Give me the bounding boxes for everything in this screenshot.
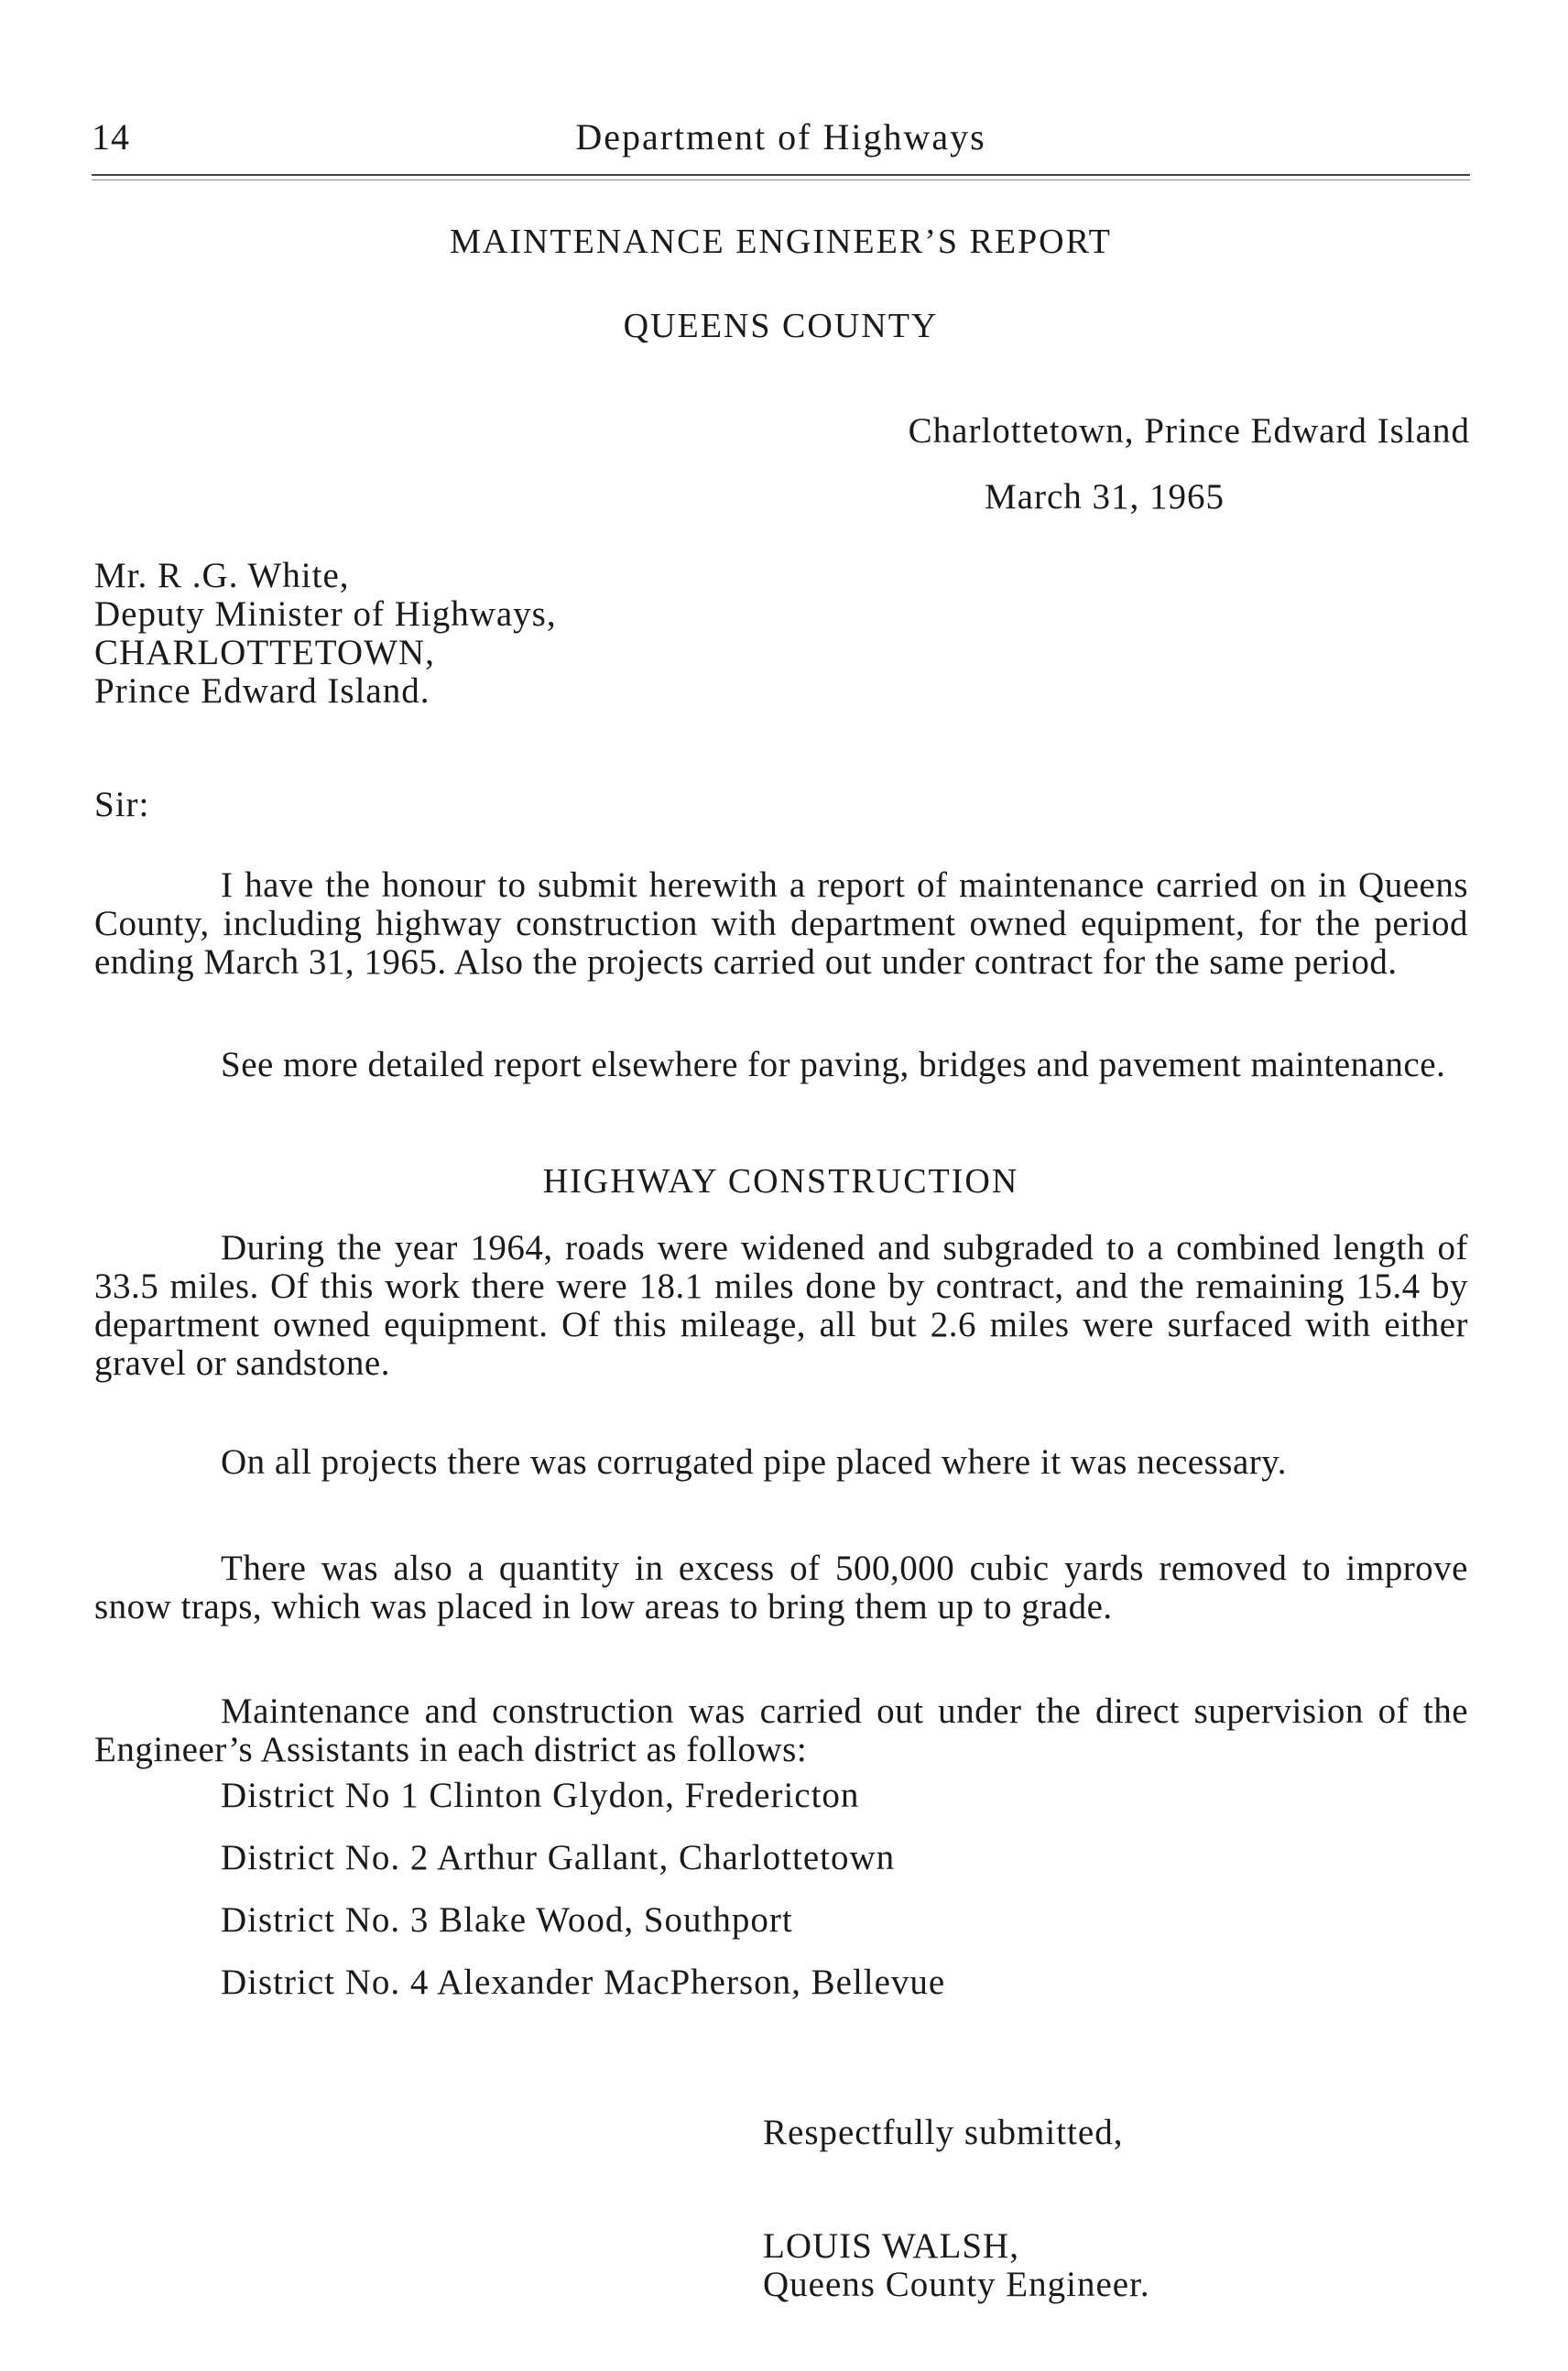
page-header (92, 115, 1470, 170)
signature-title: Queens County Engineer. (763, 2265, 1150, 2304)
district-item: District No. 4 Alexander MacPherson, Bellevue (221, 1963, 946, 2002)
dateline-date: March 31, 1965 (985, 477, 1225, 517)
district-item: District No 1 Clinton Glydon, Fredericton (221, 1776, 860, 1815)
paragraph-intro: I have the honour to submit herewith a report of maintenance carried on in Queens County, including highway construction with department owned equipment, for the period ending March 31, 1965. Also the projects carried out under contract for the same period. (94, 865, 1468, 982)
section-heading: HIGHWAY CONSTRUCTION (542, 1162, 1019, 1201)
recipient-province: Prince Edward Island. (94, 671, 430, 711)
recipient-city: CHARLOTTETOWN, (94, 633, 435, 672)
closing: Respectfully submitted, (763, 2113, 1124, 2152)
paragraph-snow-traps: There was also a quantity in excess of 500,000 cubic yards removed to improve snow traps, which was placed in low areas to bring them up to grade. (94, 1549, 1468, 1626)
header-rule (92, 174, 1470, 176)
district-list (221, 1777, 945, 2026)
report-subtitle: QUEENS COUNTY (623, 307, 939, 345)
recipient-address (94, 557, 557, 711)
signature-block (763, 2227, 1150, 2304)
page-number: 14 (92, 116, 130, 158)
header-rule-thin (92, 179, 1470, 180)
salutation: Sir: (94, 785, 150, 824)
paragraph-see-more: See more detailed report elsewhere for paving, bridges and pavement maintenance. (221, 1045, 1446, 1084)
paragraph-construction: During the year 1964, roads were widened and subgraded to a combined length of 33.5 miles. Of this work there were 18.1 miles done by contract, and the remaining 15.4 by department owned equipment. Of this mileage, all but 2.6 miles were surfaced with either gravel or sandstone. (94, 1228, 1468, 1383)
district-item: District No. 3 Blake Wood, Southport (221, 1900, 793, 1940)
recipient-position: Deputy Minister of Highways, (94, 594, 557, 634)
paragraph-supervision: Maintenance and construction was carried out under the direct supervision of the Engineer’s Assistants in each district as follows: (94, 1691, 1468, 1769)
district-item: District No. 2 Arthur Gallant, Charlottetown (221, 1838, 896, 1877)
dateline-place: Charlottetown, Prince Edward Island (908, 411, 1470, 451)
running-head: Department of Highways (575, 116, 986, 158)
signature-name: LOUIS WALSH, (763, 2226, 1019, 2266)
paragraph-pipe: On all projects there was corrugated pipe placed where it was necessary. (221, 1442, 1287, 1482)
report-title: MAINTENANCE ENGINEER’S REPORT (450, 223, 1112, 261)
recipient-name: Mr. R .G. White, (94, 556, 350, 595)
